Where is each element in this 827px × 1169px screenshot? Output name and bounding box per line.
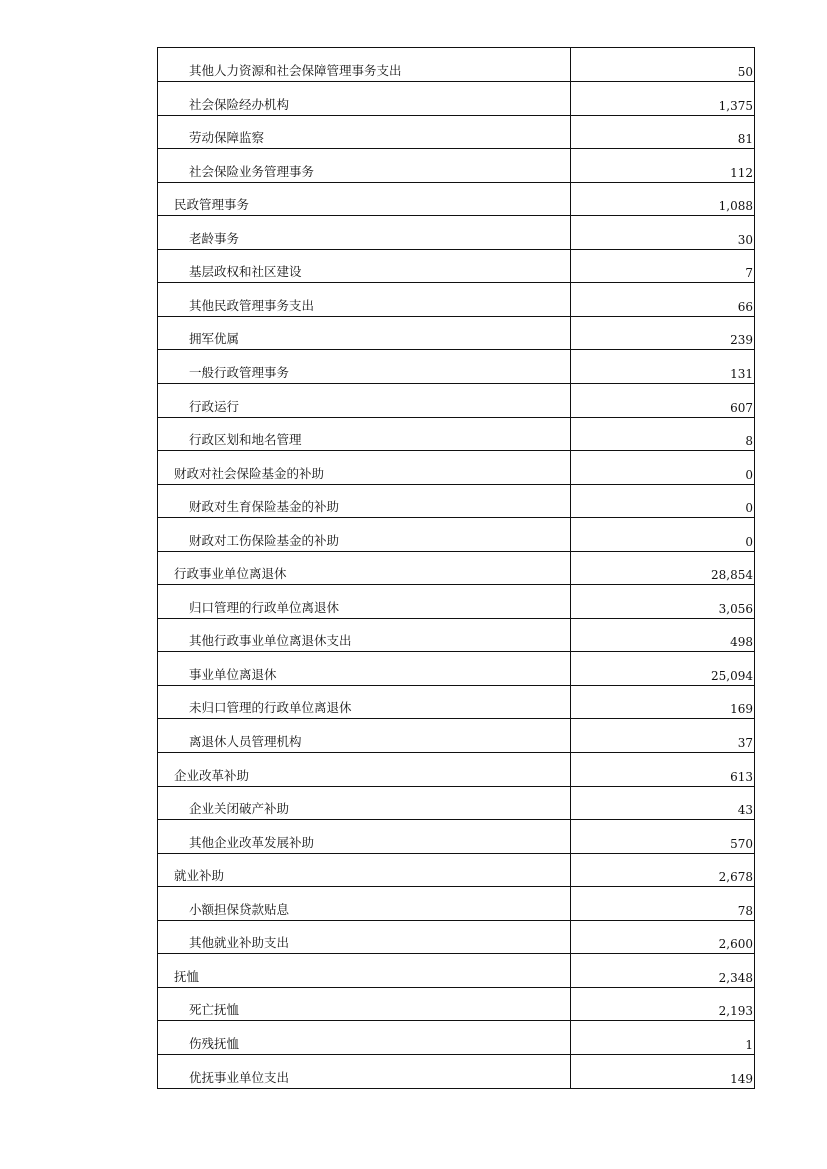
item-name: 事业单位离退休	[158, 652, 570, 686]
item-name: 小额担保贷款贴息	[158, 887, 570, 921]
expenditure-table	[158, 48, 754, 1088]
item-name: 行政事业单位离退休	[158, 551, 570, 585]
item-amount: 0	[570, 518, 754, 552]
table-row	[158, 417, 754, 451]
item-amount: 239	[570, 316, 754, 350]
item-amount: 1,375	[570, 82, 754, 116]
item-amount: 7	[570, 249, 754, 283]
table-row	[158, 585, 754, 619]
table-row	[158, 451, 754, 485]
table-row	[158, 551, 754, 585]
table-row	[158, 786, 754, 820]
table-row	[158, 518, 754, 552]
item-name: 其他就业补助支出	[158, 920, 570, 954]
item-name: 拥军优属	[158, 316, 570, 350]
item-name: 老龄事务	[158, 216, 570, 250]
table-row	[158, 1021, 754, 1055]
item-amount: 43	[570, 786, 754, 820]
item-name: 民政管理事务	[158, 182, 570, 216]
item-name: 未归口管理的行政单位离退休	[158, 685, 570, 719]
item-amount: 613	[570, 752, 754, 786]
item-amount: 0	[570, 484, 754, 518]
item-amount: 607	[570, 383, 754, 417]
item-name: 其他人力资源和社会保障管理事务支出	[158, 48, 570, 82]
table-row	[158, 48, 754, 82]
item-amount: 2,678	[570, 853, 754, 887]
table-row	[158, 853, 754, 887]
item-amount: 112	[570, 149, 754, 183]
item-amount: 8	[570, 417, 754, 451]
item-amount: 25,094	[570, 652, 754, 686]
table-row	[158, 752, 754, 786]
item-name: 财政对生育保险基金的补助	[158, 484, 570, 518]
table-row	[158, 115, 754, 149]
item-amount: 2,193	[570, 987, 754, 1021]
table-row	[158, 316, 754, 350]
item-name: 劳动保障监察	[158, 115, 570, 149]
item-name: 其他行政事业单位离退休支出	[158, 618, 570, 652]
item-amount: 28,854	[570, 551, 754, 585]
item-amount: 570	[570, 820, 754, 854]
item-amount: 149	[730, 1071, 753, 1086]
item-name: 伤残抚恤	[158, 1021, 570, 1055]
item-amount: 37	[570, 719, 754, 753]
item-amount: 2,600	[570, 920, 754, 954]
table-row	[158, 82, 754, 116]
item-name: 其他企业改革发展补助	[158, 820, 570, 854]
item-amount: 1	[570, 1021, 754, 1055]
item-name: 就业补助	[158, 853, 570, 887]
item-amount: 0	[570, 451, 754, 485]
item-name: 行政运行	[158, 383, 570, 417]
item-name: 基层政权和社区建设	[158, 249, 570, 283]
item-name: 企业改革补助	[158, 752, 570, 786]
item-amount: 169	[570, 685, 754, 719]
table-row	[158, 685, 754, 719]
item-name: 离退休人员管理机构	[158, 719, 570, 753]
table-row	[158, 1054, 754, 1088]
table-row	[158, 484, 754, 518]
item-amount: 30	[570, 216, 754, 250]
table-row	[158, 920, 754, 954]
table-row	[158, 719, 754, 753]
item-name: 社会保险业务管理事务	[158, 149, 570, 183]
item-amount: 498	[570, 618, 754, 652]
table-row	[158, 350, 754, 384]
item-name: 财政对工伤保险基金的补助	[158, 518, 570, 552]
item-name: 行政区划和地名管理	[158, 417, 570, 451]
table-row	[158, 618, 754, 652]
table-row	[158, 182, 754, 216]
item-amount: 131	[570, 350, 754, 384]
item-name: 其他民政管理事务支出	[158, 283, 570, 317]
item-amount: 1,088	[570, 182, 754, 216]
item-name: 财政对社会保险基金的补助	[158, 451, 570, 485]
table-row	[158, 987, 754, 1021]
item-amount: 66	[570, 283, 754, 317]
item-amount: 50	[570, 48, 754, 82]
item-name: 一般行政管理事务	[158, 350, 570, 384]
item-name: 死亡抚恤	[158, 987, 570, 1021]
table-row	[158, 383, 754, 417]
item-name: 归口管理的行政单位离退休	[158, 585, 570, 619]
table-row	[158, 149, 754, 183]
item-name: 抚恤	[158, 954, 570, 988]
table-row	[158, 283, 754, 317]
table-row	[158, 887, 754, 921]
table-row	[158, 954, 754, 988]
expenditure-table-body	[158, 48, 754, 1088]
table-row	[158, 216, 754, 250]
item-name: 企业关闭破产补助	[158, 786, 570, 820]
item-amount: 81	[570, 115, 754, 149]
expenditure-table-container	[157, 47, 755, 1089]
item-amount: 3,056	[570, 585, 754, 619]
table-row	[158, 249, 754, 283]
table-row	[158, 652, 754, 686]
item-amount: 2,348	[570, 954, 754, 988]
item-amount: 78	[570, 887, 754, 921]
item-name: 社会保险经办机构	[158, 82, 570, 116]
item-name: 优抚事业单位支出	[158, 1054, 570, 1088]
table-row	[158, 820, 754, 854]
